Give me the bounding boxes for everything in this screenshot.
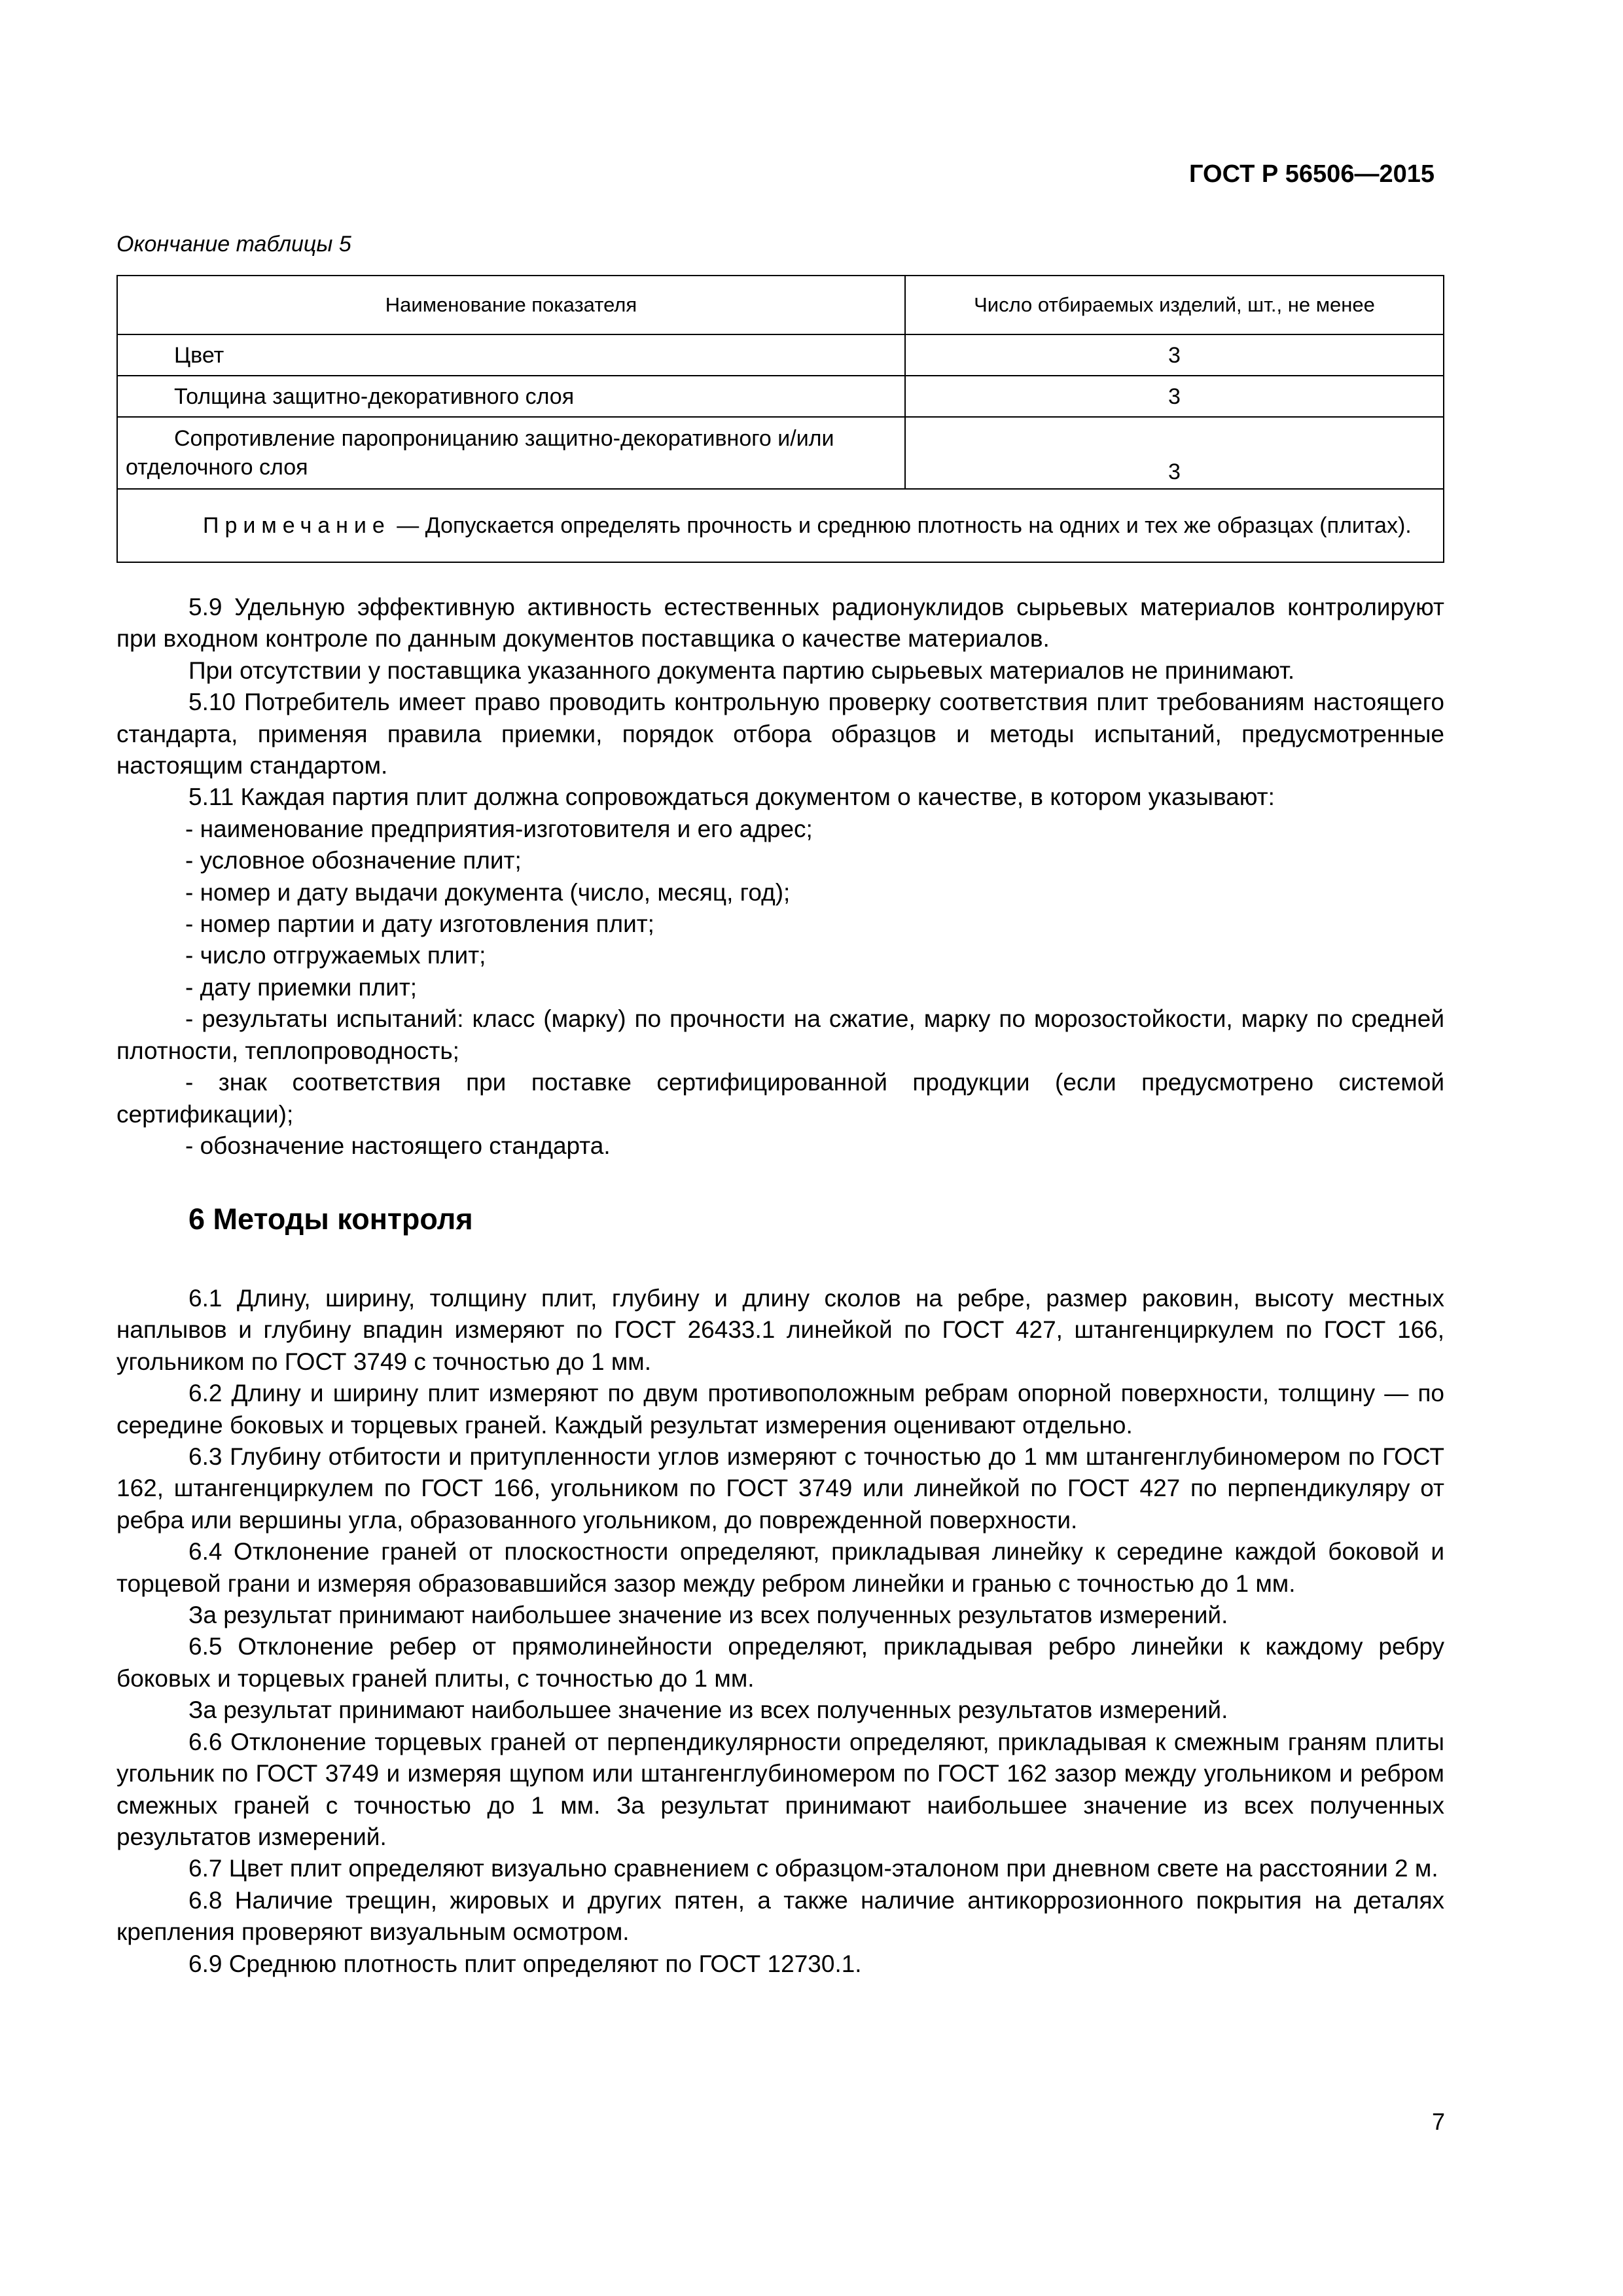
paragraph-6-6: 6.6 Отклонение торцевых граней от перпендикулярности определяют, прикладывая к смежным граням плиты угольник по ГОСТ 3749 и измеряя щупом или штангенглубиномером по ГОСТ 162 зазор между угольником и ребром смежных граней с точностью до 1 мм. За результат принимают наибольшее значение из всех полученных результатов измерений.: [116, 1728, 1444, 1850]
paragraph: За результат принимают наибольшее значение из всех полученных результатов измерений.: [188, 1602, 1228, 1629]
paragraph-6-1: 6.1 Длину, ширину, толщину плит, глубину и длину сколов на ребре, размер раковин, высоту местных наплывов и глубину впадин измеряют по ГОСТ 26433.1 линейкой по ГОСТ 427, штангенциркулем по ГОСТ 166, угольником по ГОСТ 3749 с точностью до 1 мм.: [116, 1285, 1444, 1375]
paragraph-6-2: 6.2 Длину и ширину плит измеряют по двум противоположным ребрам опорной поверхности, толщину — по середине боковых и торцевых граней. Каждый результат измерения оценивают отдельно.: [116, 1380, 1444, 1439]
list-item: - обозначение настоящего стандарта.: [185, 1132, 611, 1159]
table-cell-count: 3: [905, 334, 1444, 376]
table-note-label: Примечание: [203, 513, 391, 538]
table-cell-indicator: Толщина защитно-декоративного слоя: [117, 376, 905, 417]
table-cell-count: 3: [905, 417, 1444, 489]
page-number: 7: [1431, 2108, 1445, 2135]
table-header-row: [117, 276, 1444, 334]
list-item: - условное обозначение плит;: [185, 847, 522, 874]
table-header-count: Число отбираемых изделий, шт., не менее: [905, 276, 1444, 334]
table-cell-indicator: Цвет: [117, 334, 905, 376]
paragraph-6-9: 6.9 Среднюю плотность плит определяют по ГОСТ 12730.1.: [188, 1950, 862, 1977]
list-item: - дату приемки плит;: [185, 973, 418, 1001]
paragraph-6-4: 6.4 Отклонение граней от плоскостности определяют, прикладывая линейку к середине каждой боковой и торцевой грани и измеряя образовавшийся зазор между ребром линейки и гранью с точностью до 1 мм.: [116, 1538, 1444, 1597]
table-cell-indicator: Сопротивление паропроницанию защитно-декоративного и/или отделочного слоя: [117, 417, 905, 489]
section-5-text: [116, 592, 1444, 1162]
paragraph: За результат принимают наибольшее значение из всех полученных результатов измерений.: [188, 1696, 1228, 1724]
list-item: - результаты испытаний: класс (марку) по прочности на сжатие, марку по морозостойкости, марку по средней плотности, теплопроводность;: [116, 1005, 1444, 1064]
sampling-table: [116, 275, 1444, 563]
section-6-heading: 6 Методы контроля: [188, 1202, 473, 1236]
table-row: [117, 417, 1444, 489]
paragraph-5-11: 5.11 Каждая партия плит должна сопровождаться документом о качестве, в котором указывают:: [188, 783, 1275, 811]
list-item: - число отгружаемых плит;: [185, 942, 486, 969]
table-header-indicator: Наименование показателя: [117, 276, 905, 334]
paragraph-6-8: 6.8 Наличие трещин, жировых и других пятен, а также наличие антикоррозионного покрытия на деталях крепления проверяют визуальным осмотром.: [116, 1886, 1444, 1946]
document-code: ГОСТ Р 56506—2015: [1189, 160, 1435, 188]
list-item: - наименование предприятия-изготовителя и его адрес;: [185, 815, 813, 842]
paragraph-5-10: 5.10 Потребитель имеет право проводить контрольную проверку соответствия плит требованиям настоящего стандарта, применяя правила приемки, порядок отбора образцов и методы испытаний, предусмотренные настоящим стандартом.: [116, 689, 1444, 780]
table-note-text: — Допускается определять прочность и среднюю плотность на одних и тех же образцах (плитах).: [390, 513, 1412, 538]
list-item: - знак соответствия при поставке сертифицированной продукции (если предусмотрено системой сертификации);: [116, 1069, 1444, 1128]
list-item: - номер и дату выдачи документа (число, месяц, год);: [185, 878, 791, 906]
table-cell-count: 3: [905, 376, 1444, 417]
list-item: - номер партии и дату изготовления плит;: [185, 910, 654, 938]
paragraph: При отсутствии у поставщика указанного документа партию сырьевых материалов не принимают.: [188, 656, 1295, 684]
table-note: [117, 489, 1444, 562]
paragraph-5-9: 5.9 Удельную эффективную активность естественных радионуклидов сырьевых материалов контролируют при входном контроле по данным документов поставщика о качестве материалов.: [116, 594, 1444, 653]
table-row: [117, 334, 1444, 376]
table-row: [117, 376, 1444, 417]
paragraph-6-3: 6.3 Глубину отбитости и притупленности углов измеряют с точностью до 1 мм штангенглубиномером по ГОСТ 162, штангенциркулем по ГОСТ 166, угольником по ГОСТ 3749 или линейкой по ГОСТ 427 по перпендикуляру от ребра или вершины угла, образованного угольником, до поврежденной поверхности.: [116, 1443, 1444, 1534]
paragraph-6-5: 6.5 Отклонение ребер от прямолинейности определяют, прикладывая ребро линейки к каждому ребру боковых и торцевых граней плиты, с точностью до 1 мм.: [116, 1633, 1444, 1692]
paragraph-6-7: 6.7 Цвет плит определяют визуально сравнением с образцом-эталоном при дневном свете на расстоянии 2 м.: [188, 1855, 1438, 1882]
table-note-row: [117, 489, 1444, 562]
section-6-text: [116, 1283, 1444, 1980]
table-caption: Окончание таблицы 5: [116, 232, 351, 257]
